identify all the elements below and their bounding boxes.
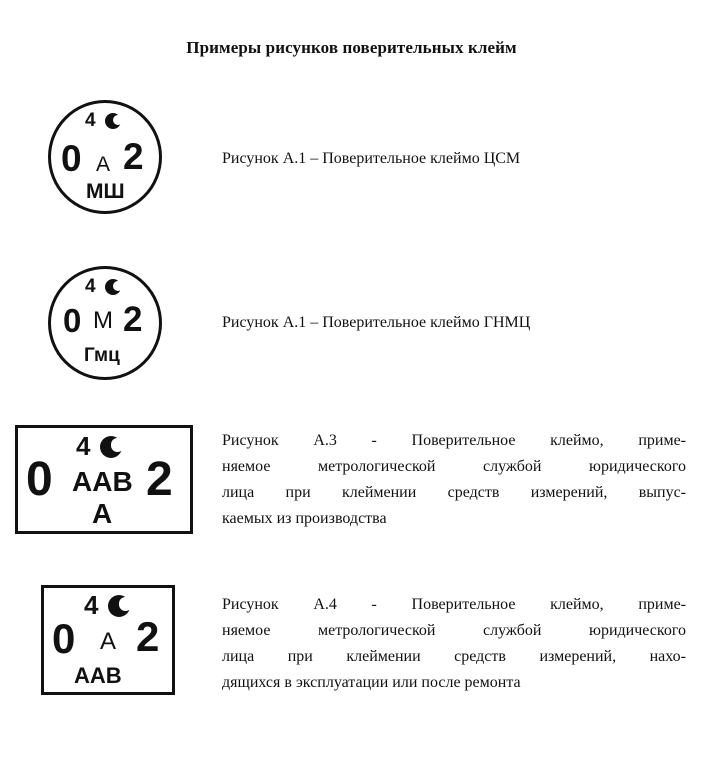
caption-line: Рисунок А.4 - Поверительное клеймо, приме- [222,596,686,613]
stamp-right-digit: 2 [146,453,173,506]
caption-line: лица при клеймении средств измерений, выпус- [222,484,686,501]
stamp-bottom-code: Гмц [84,345,120,366]
stamp-year-digit: 4 [76,431,91,461]
stamp-left-digit: 0 [52,615,76,662]
verification-stamp-production [15,425,193,534]
quarter-moon-icon [105,113,121,129]
stamp-right-digit: 2 [136,613,160,660]
stamp-bottom-code: ААВ [74,663,122,688]
verification-stamp-gnmc [48,266,162,380]
caption-line: няемое метрологической службой юридического [222,458,686,475]
caption-line: каемых из производства [222,510,387,527]
caption-line: Рисунок А.1 – Поверительное клеймо ЦСМ [222,150,521,167]
stamp-year-digit: 4 [85,276,96,297]
stamp-center-code: ААВ [72,466,133,497]
figure-caption [222,592,686,696]
quarter-moon-icon [105,279,121,295]
stamp-left-digit: 0 [61,138,82,179]
stamp-center-code: А [100,628,117,655]
stamp-right-digit: 2 [123,136,144,177]
verification-stamp-csm [48,100,162,214]
stamp-left-digit: 0 [26,453,53,506]
verification-stamp-operation [41,585,175,695]
stamp-left-digit: 0 [63,302,82,339]
quarter-moon-icon [100,436,122,458]
stamp-center-code: М [93,307,113,334]
stamp-right-digit: 2 [123,300,143,339]
stamp-bottom-code: МШ [86,180,125,203]
caption-line: лица при клеймении средств измерений, нахо- [222,648,686,665]
caption-line: дящихся в эксплуатации или после ремонта [222,674,521,691]
stamp-center-code: А [96,153,111,176]
caption-line: Рисунок А.1 – Поверительное клеймо ГНМЦ [222,314,531,331]
caption-line: Рисунок А.3 - Поверительное клеймо, приме- [222,432,686,449]
quarter-moon-icon [108,595,130,617]
figure-caption [222,428,686,532]
caption-line: няемое метрологической службой юридического [222,622,686,639]
figure-caption [222,310,530,336]
figure-caption [222,146,520,172]
stamp-year-digit: 4 [84,590,99,620]
stamp-bottom-code: А [92,498,113,529]
page-title: Примеры рисунков поверительных клейм [186,38,517,57]
stamp-year-digit: 4 [85,110,96,131]
